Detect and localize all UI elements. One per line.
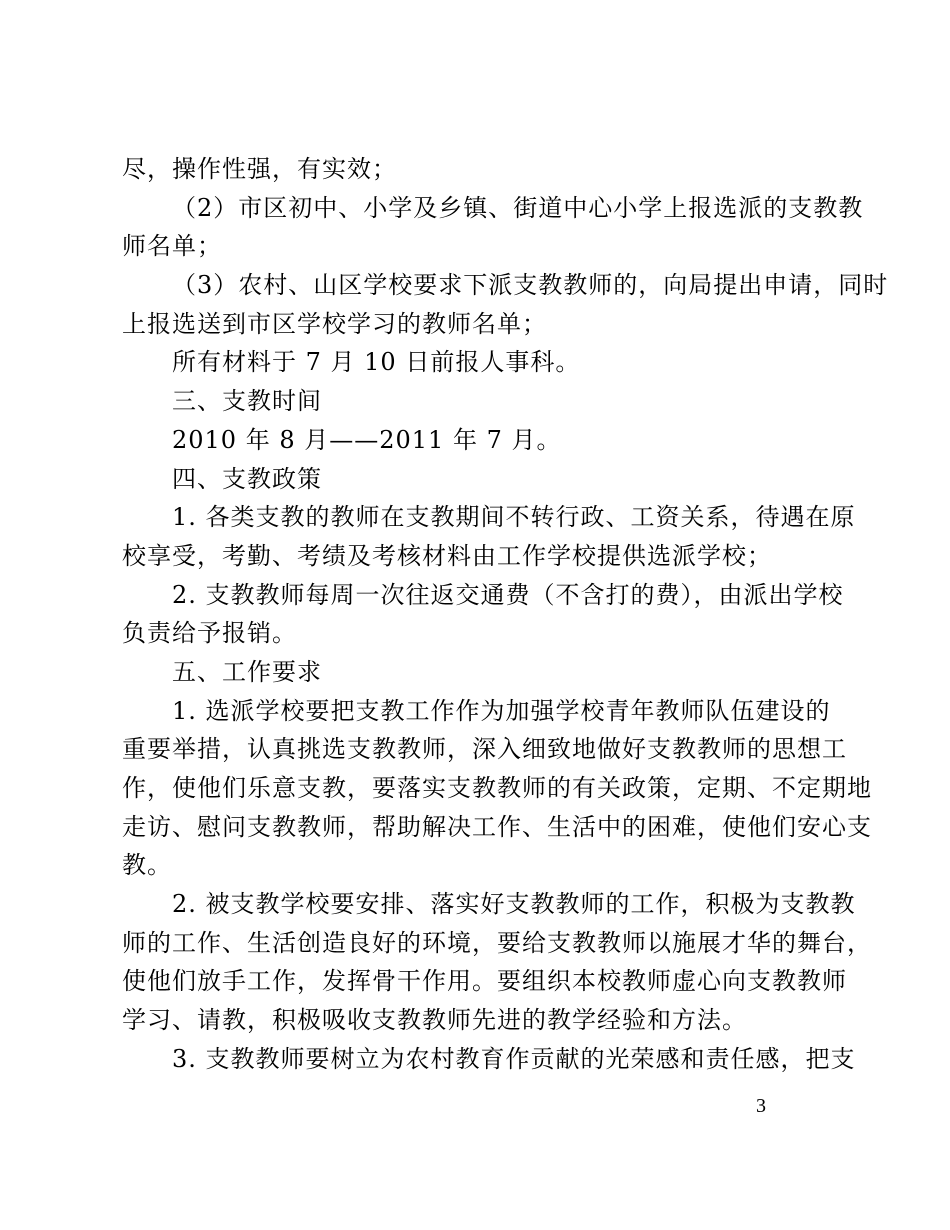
text-line: 教。 [122,851,172,880]
text-line: 走访、慰问支教教师，帮助解决工作、生活中的困难，使他们安心支 [122,812,872,841]
text-line: 2. 被支教学校要安排、落实好支教教师的工作，积极为支教教 [172,890,856,919]
text-line: 校享受，考勤、考绩及考核材料由工作学校提供选派学校； [122,541,772,570]
text-line: 五、工作要求 [172,657,322,686]
text-line: 负责给予报销。 [122,619,297,648]
text-line: 四、支教政策 [172,464,322,493]
text-line: 上报选送到市区学校学习的教师名单； [122,309,547,338]
text-line: 师的工作、生活创造良好的环境，要给支教教师以施展才华的舞台， [122,928,872,957]
page-number: 3 [756,1095,766,1117]
text-line: 作，使他们乐意支教，要落实支教教师的有关政策，定期、不定期地 [122,774,872,802]
text-line: （2）市区初中、小学及乡镇、街道中心小学上报选派的支教教 [172,193,864,222]
text-line: 师名单； [122,232,222,261]
text-line: 所有材料于 7 月 10 日前报人事科。 [172,348,581,377]
text-line: 1. 选派学校要把支教工作作为加强学校青年教师队伍建设的 [172,696,831,725]
text-line: 尽，操作性强，有实效； [122,155,397,183]
text-line: 使他们放手工作，发挥骨干作用。要组织本校教师虚心向支教教师 [122,967,847,996]
text-line: （3）农村、山区学校要求下派支教教师的，向局提出申请，同时 [172,271,889,300]
text-line: 2. 支教教师每周一次往返交通费（不含打的费），由派出学校 [172,580,844,609]
text-line: 2010 年 8 月——2011 年 7 月。 [172,425,562,454]
text-line: 1. 各类支教的教师在支教期间不转行政、工资关系，待遇在原 [172,503,856,532]
text-line: 3. 支教教师要树立为农村教育作贡献的光荣感和责任感，把支 [172,1044,856,1073]
text-line: 学习、请教，积极吸收支教教师先进的教学经验和方法。 [122,1006,747,1035]
text-line: 三、支教时间 [172,387,322,416]
document-body [122,150,889,1079]
text-line: 重要举措，认真挑选支教教师，深入细致地做好支教教师的思想工 [122,735,847,764]
